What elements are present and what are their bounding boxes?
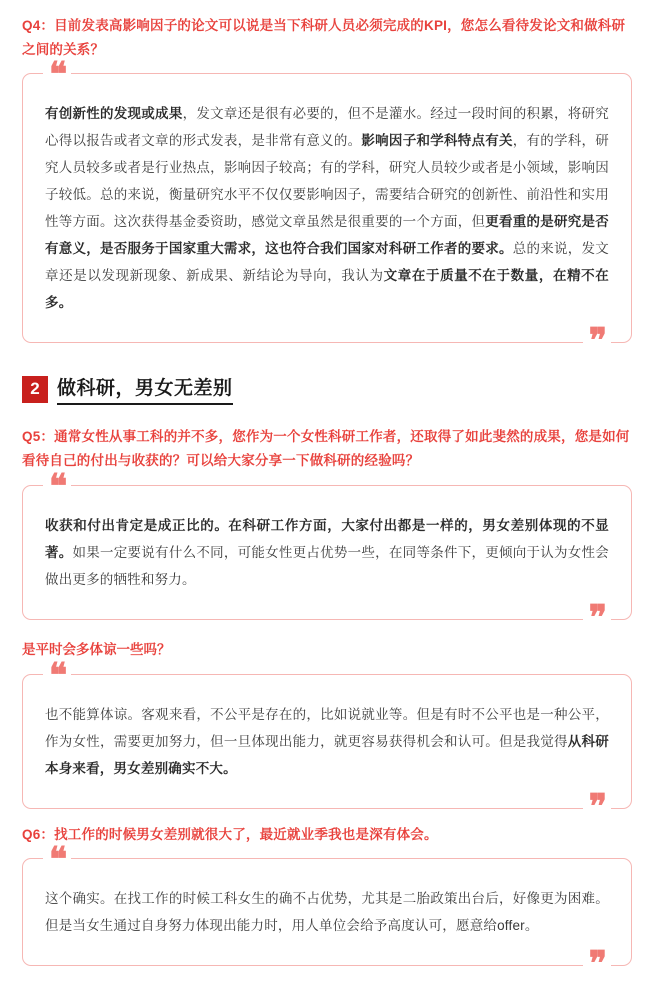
quote-text (45, 100, 609, 316)
quote-text (45, 885, 609, 939)
quote-emphasis: 影响因子和学科特点有关 (361, 133, 513, 149)
quote-emphasis: 更看重的是研究是否有意义，是否服务于国家重大需求，这也符合我们国家对科研工作者的要求。 (45, 214, 609, 257)
quote-run: ，发文章还是很有必要的，但不是灌水。经过一段时间的积累，将研究心得以报告或者文章的形式发表，是非常有意义的。 (45, 106, 609, 149)
question-q6: Q6：找工作的时候男女差别就很大了，最近就业季我也是深有体会。 (22, 826, 438, 842)
quote-text (45, 512, 609, 593)
quote-emphasis: 从科研本身来看，男女差别确实不大。 (45, 733, 609, 776)
quote-close-icon: ❞ (583, 791, 611, 825)
quote-emphasis: 文章在于质量不在于数量，在精不在多。 (45, 268, 609, 311)
quote-run: 总的来说，发文章还是以发现新现象、新成果、新结论为导向，我认为 (45, 241, 609, 284)
answer-q6 (22, 842, 632, 984)
question-q5: Q5：通常女性从事工科的并不多，您作为一个女性科研工作者，还取得了如此斐然的成果，您是如何看待自己的付出与收获的？可以给大家分享一下做科研的经验吗？ (22, 429, 630, 468)
quote-emphasis: 有创新性的发现或成果 (45, 106, 183, 122)
question-followup-1: 是平时会多体谅一些吗？ (22, 641, 171, 657)
quote-open-icon: ❝ (43, 844, 71, 878)
quote-close-icon: ❞ (583, 948, 611, 982)
quote-open-icon: ❝ (43, 660, 71, 694)
quote-emphasis: 收获和付出肯定是成正比的。在科研工作方面，大家付出都是一样的，男女差别体现的不显著。 (45, 517, 609, 560)
quote-open-icon: ❝ (43, 471, 71, 505)
quote-close-icon: ❞ (583, 602, 611, 636)
section-title: 做科研，男女无差别 (57, 373, 233, 405)
quote-run: 这个确实。在找工作的时候工科女生的确不占优势，尤其是二胎政策出台后，好像更为困难。但是当女生通过自身努力体现出能力时，用人单位会给予高度认可，愿意给offer。 (45, 891, 609, 934)
quote-run: 如果一定要说有什么不同，可能女性更占优势一些，在同等条件下，更倾向于认为女性会做出更多的牺牲和努力。 (45, 544, 609, 587)
answer-followup-1 (22, 657, 632, 826)
section-2 (22, 373, 632, 405)
quote-run: ，有的学科，研究人员较多或者是行业热点，影响因子较高；有的学科，研究人员较少或者是小领域，影响因子较低。总的来说，衡量研究水平不仅仅要影响因子，需要结合研究的创新性、前沿性和实用性等方面。这次获得基金委资助，感觉文章虽然是很重要的一个方面，但 (45, 133, 609, 230)
quote-run: 也不能算体谅。客观来看，不公平是存在的，比如说就业等。但是有时不公平也是一种公平，作为女性，需要更加努力，但一旦体现出能力，就更容易获得机会和认可。但是我觉得 (45, 706, 609, 749)
quote-close-icon: ❞ (583, 325, 611, 359)
answer-q4 (22, 57, 632, 361)
question-q4: Q4：目前发表高影响因子的论文可以说是当下科研人员必须完成的KPI，您怎么看待发论文和做科研之间的关系？ (22, 18, 626, 57)
quote-text (45, 701, 609, 782)
answer-q5 (22, 468, 632, 637)
section-number-badge: 2 (22, 376, 48, 403)
quote-open-icon: ❝ (43, 59, 71, 93)
